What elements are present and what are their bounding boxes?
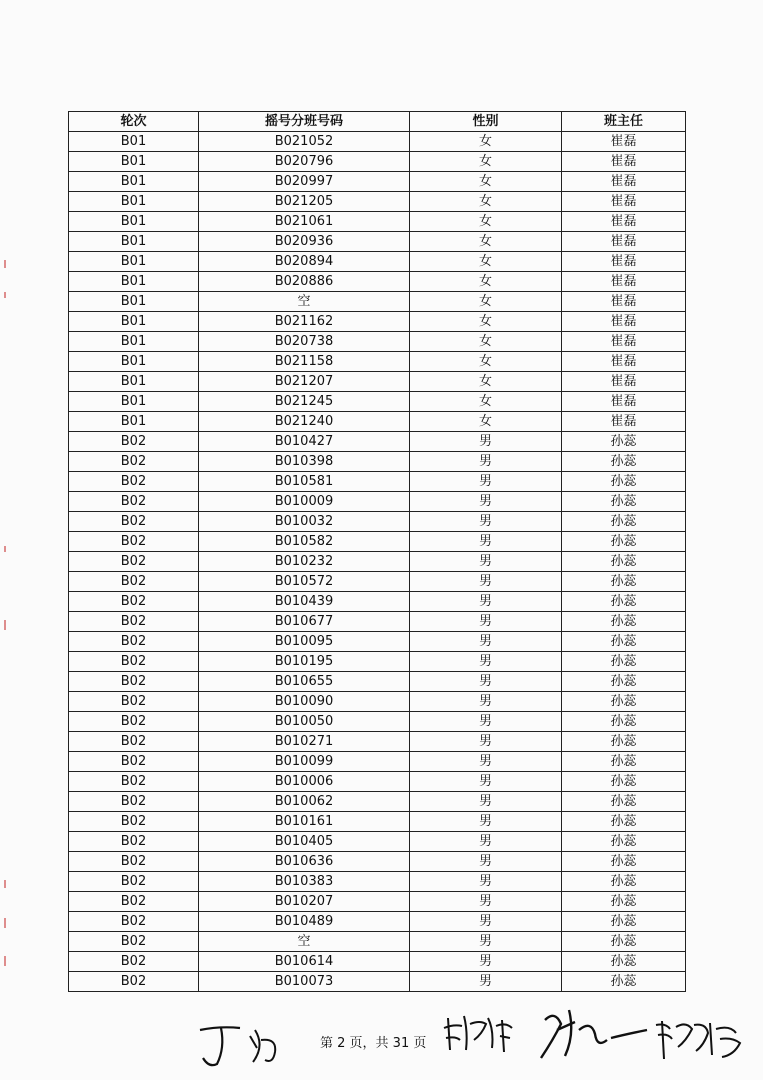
table-row bbox=[69, 412, 686, 432]
cell-gender: 男 bbox=[410, 432, 562, 452]
cell-round: B01 bbox=[69, 192, 199, 212]
table-row bbox=[69, 472, 686, 492]
cell-round: B01 bbox=[69, 232, 199, 252]
cell-gender: 男 bbox=[410, 752, 562, 772]
cell-class-teacher: 孙蕊 bbox=[562, 772, 686, 792]
margin-mark bbox=[4, 292, 6, 298]
cell-round: B02 bbox=[69, 732, 199, 752]
cell-gender: 男 bbox=[410, 532, 562, 552]
handwritten-signature-icon bbox=[535, 1000, 655, 1065]
cell-lottery-number: B021052 bbox=[199, 132, 410, 152]
cell-class-teacher: 崔磊 bbox=[562, 172, 686, 192]
cell-class-teacher: 孙蕊 bbox=[562, 452, 686, 472]
table-row bbox=[69, 652, 686, 672]
handwritten-signature-icon bbox=[440, 1010, 520, 1060]
cell-gender: 女 bbox=[410, 392, 562, 412]
table-row bbox=[69, 692, 686, 712]
cell-lottery-number: B021162 bbox=[199, 312, 410, 332]
cell-round: B01 bbox=[69, 132, 199, 152]
table-row bbox=[69, 872, 686, 892]
table-row bbox=[69, 592, 686, 612]
cell-lottery-number: B010677 bbox=[199, 612, 410, 632]
table-row bbox=[69, 172, 686, 192]
table-row bbox=[69, 572, 686, 592]
header-lottery-number: 摇号分班号码 bbox=[199, 112, 410, 132]
cell-round: B02 bbox=[69, 712, 199, 732]
cell-gender: 男 bbox=[410, 712, 562, 732]
table-row bbox=[69, 952, 686, 972]
cell-lottery-number: B010090 bbox=[199, 692, 410, 712]
table-row bbox=[69, 552, 686, 572]
cell-class-teacher: 崔磊 bbox=[562, 212, 686, 232]
cell-gender: 男 bbox=[410, 932, 562, 952]
cell-gender: 女 bbox=[410, 212, 562, 232]
cell-lottery-number: B010099 bbox=[199, 752, 410, 772]
cell-class-teacher: 孙蕊 bbox=[562, 752, 686, 772]
cell-lottery-number: B010073 bbox=[199, 972, 410, 992]
cell-round: B01 bbox=[69, 212, 199, 232]
table-row bbox=[69, 752, 686, 772]
cell-class-teacher: 孙蕊 bbox=[562, 832, 686, 852]
cell-class-teacher: 孙蕊 bbox=[562, 912, 686, 932]
cell-class-teacher: 崔磊 bbox=[562, 232, 686, 252]
cell-class-teacher: 孙蕊 bbox=[562, 572, 686, 592]
cell-gender: 男 bbox=[410, 912, 562, 932]
table-row bbox=[69, 972, 686, 992]
cell-gender: 男 bbox=[410, 512, 562, 532]
cell-lottery-number: B020796 bbox=[199, 152, 410, 172]
table-row bbox=[69, 732, 686, 752]
cell-gender: 女 bbox=[410, 372, 562, 392]
cell-class-teacher: 崔磊 bbox=[562, 332, 686, 352]
cell-round: B02 bbox=[69, 472, 199, 492]
cell-gender: 男 bbox=[410, 852, 562, 872]
page-number: 第 2 页，共 31 页 bbox=[320, 1036, 427, 1051]
cell-gender: 女 bbox=[410, 252, 562, 272]
cell-round: B01 bbox=[69, 292, 199, 312]
cell-round: B02 bbox=[69, 632, 199, 652]
table-row bbox=[69, 192, 686, 212]
cell-lottery-number: B021158 bbox=[199, 352, 410, 372]
cell-round: B02 bbox=[69, 892, 199, 912]
cell-gender: 男 bbox=[410, 952, 562, 972]
class-assignment-table bbox=[68, 111, 686, 992]
cell-class-teacher: 孙蕊 bbox=[562, 852, 686, 872]
cell-round: B02 bbox=[69, 532, 199, 552]
cell-gender: 男 bbox=[410, 592, 562, 612]
cell-round: B01 bbox=[69, 352, 199, 372]
cell-class-teacher: 崔磊 bbox=[562, 132, 686, 152]
cell-round: B01 bbox=[69, 272, 199, 292]
cell-round: B02 bbox=[69, 572, 199, 592]
cell-gender: 女 bbox=[410, 332, 562, 352]
cell-class-teacher: 孙蕊 bbox=[562, 552, 686, 572]
cell-lottery-number: B010271 bbox=[199, 732, 410, 752]
class-assignment-table-container bbox=[68, 111, 685, 992]
cell-class-teacher: 崔磊 bbox=[562, 312, 686, 332]
cell-round: B02 bbox=[69, 552, 199, 572]
cell-class-teacher: 崔磊 bbox=[562, 372, 686, 392]
cell-lottery-number: B010207 bbox=[199, 892, 410, 912]
table-body bbox=[69, 132, 686, 992]
table-row bbox=[69, 232, 686, 252]
cell-gender: 女 bbox=[410, 412, 562, 432]
cell-class-teacher: 孙蕊 bbox=[562, 972, 686, 992]
cell-lottery-number: B010195 bbox=[199, 652, 410, 672]
table-row bbox=[69, 932, 686, 952]
table-row bbox=[69, 512, 686, 532]
cell-lottery-number: B010095 bbox=[199, 632, 410, 652]
cell-gender: 女 bbox=[410, 312, 562, 332]
table-row bbox=[69, 452, 686, 472]
cell-gender: 男 bbox=[410, 652, 562, 672]
cell-class-teacher: 孙蕊 bbox=[562, 632, 686, 652]
cell-lottery-number: B010405 bbox=[199, 832, 410, 852]
cell-lottery-number: B010383 bbox=[199, 872, 410, 892]
cell-gender: 男 bbox=[410, 972, 562, 992]
cell-round: B02 bbox=[69, 972, 199, 992]
cell-gender: 男 bbox=[410, 772, 562, 792]
cell-class-teacher: 孙蕊 bbox=[562, 652, 686, 672]
table-header-row bbox=[69, 112, 686, 132]
cell-gender: 男 bbox=[410, 472, 562, 492]
cell-class-teacher: 崔磊 bbox=[562, 252, 686, 272]
cell-round: B02 bbox=[69, 652, 199, 672]
cell-round: B02 bbox=[69, 812, 199, 832]
table-row bbox=[69, 912, 686, 932]
cell-class-teacher: 孙蕊 bbox=[562, 952, 686, 972]
cell-gender: 男 bbox=[410, 632, 562, 652]
cell-class-teacher: 孙蕊 bbox=[562, 892, 686, 912]
cell-lottery-number: B010636 bbox=[199, 852, 410, 872]
table-row bbox=[69, 332, 686, 352]
cell-gender: 女 bbox=[410, 232, 562, 252]
cell-round: B02 bbox=[69, 852, 199, 872]
cell-round: B02 bbox=[69, 792, 199, 812]
table-row bbox=[69, 372, 686, 392]
cell-lottery-number: B010062 bbox=[199, 792, 410, 812]
cell-round: B01 bbox=[69, 252, 199, 272]
table-row bbox=[69, 492, 686, 512]
cell-lottery-number: B020894 bbox=[199, 252, 410, 272]
cell-gender: 男 bbox=[410, 812, 562, 832]
margin-mark bbox=[4, 918, 6, 928]
cell-class-teacher: 崔磊 bbox=[562, 392, 686, 412]
cell-lottery-number: B021205 bbox=[199, 192, 410, 212]
cell-gender: 女 bbox=[410, 292, 562, 312]
cell-gender: 男 bbox=[410, 612, 562, 632]
cell-round: B02 bbox=[69, 932, 199, 952]
cell-round: B02 bbox=[69, 832, 199, 852]
header-round: 轮次 bbox=[69, 112, 199, 132]
cell-class-teacher: 孙蕊 bbox=[562, 712, 686, 732]
cell-class-teacher: 孙蕊 bbox=[562, 432, 686, 452]
cell-lottery-number: B021207 bbox=[199, 372, 410, 392]
table-row bbox=[69, 812, 686, 832]
cell-gender: 男 bbox=[410, 792, 562, 812]
cell-class-teacher: 孙蕊 bbox=[562, 732, 686, 752]
cell-gender: 女 bbox=[410, 132, 562, 152]
cell-lottery-number: B021245 bbox=[199, 392, 410, 412]
cell-gender: 男 bbox=[410, 672, 562, 692]
cell-gender: 男 bbox=[410, 892, 562, 912]
cell-lottery-number: B010050 bbox=[199, 712, 410, 732]
cell-gender: 女 bbox=[410, 352, 562, 372]
cell-lottery-number: B010006 bbox=[199, 772, 410, 792]
cell-round: B01 bbox=[69, 332, 199, 352]
cell-lottery-number: B010582 bbox=[199, 532, 410, 552]
header-class-teacher: 班主任 bbox=[562, 112, 686, 132]
cell-class-teacher: 崔磊 bbox=[562, 192, 686, 212]
cell-class-teacher: 崔磊 bbox=[562, 352, 686, 372]
cell-round: B02 bbox=[69, 492, 199, 512]
cell-class-teacher: 孙蕊 bbox=[562, 672, 686, 692]
cell-class-teacher: 孙蕊 bbox=[562, 532, 686, 552]
cell-class-teacher: 孙蕊 bbox=[562, 592, 686, 612]
table-row bbox=[69, 392, 686, 412]
cell-round: B02 bbox=[69, 612, 199, 632]
table-row bbox=[69, 772, 686, 792]
cell-round: B02 bbox=[69, 672, 199, 692]
table-row bbox=[69, 612, 686, 632]
cell-round: B02 bbox=[69, 952, 199, 972]
table-row bbox=[69, 272, 686, 292]
cell-class-teacher: 孙蕊 bbox=[562, 512, 686, 532]
cell-gender: 男 bbox=[410, 452, 562, 472]
cell-class-teacher: 孙蕊 bbox=[562, 612, 686, 632]
cell-class-teacher: 崔磊 bbox=[562, 152, 686, 172]
cell-round: B02 bbox=[69, 592, 199, 612]
cell-gender: 男 bbox=[410, 732, 562, 752]
cell-gender: 女 bbox=[410, 152, 562, 172]
margin-mark bbox=[4, 620, 6, 630]
table-row bbox=[69, 712, 686, 732]
table-row bbox=[69, 292, 686, 312]
cell-class-teacher: 孙蕊 bbox=[562, 792, 686, 812]
cell-gender: 男 bbox=[410, 692, 562, 712]
cell-gender: 男 bbox=[410, 572, 562, 592]
table-row bbox=[69, 432, 686, 452]
table-row bbox=[69, 532, 686, 552]
table-row bbox=[69, 672, 686, 692]
cell-lottery-number: B010489 bbox=[199, 912, 410, 932]
cell-round: B02 bbox=[69, 752, 199, 772]
cell-lottery-number: 空 bbox=[199, 292, 410, 312]
cell-lottery-number: B010572 bbox=[199, 572, 410, 592]
table-row bbox=[69, 792, 686, 812]
cell-lottery-number: B010009 bbox=[199, 492, 410, 512]
table-row bbox=[69, 212, 686, 232]
table-row bbox=[69, 152, 686, 172]
cell-round: B01 bbox=[69, 312, 199, 332]
table-row bbox=[69, 632, 686, 652]
cell-round: B02 bbox=[69, 452, 199, 472]
cell-round: B02 bbox=[69, 432, 199, 452]
table-row bbox=[69, 312, 686, 332]
cell-lottery-number: B010398 bbox=[199, 452, 410, 472]
cell-round: B02 bbox=[69, 512, 199, 532]
cell-lottery-number: 空 bbox=[199, 932, 410, 952]
cell-round: B01 bbox=[69, 152, 199, 172]
table-row bbox=[69, 832, 686, 852]
cell-gender: 女 bbox=[410, 192, 562, 212]
table-row bbox=[69, 852, 686, 872]
cell-lottery-number: B010581 bbox=[199, 472, 410, 492]
margin-mark bbox=[4, 260, 6, 268]
cell-lottery-number: B020997 bbox=[199, 172, 410, 192]
cell-gender: 女 bbox=[410, 272, 562, 292]
cell-lottery-number: B020738 bbox=[199, 332, 410, 352]
cell-gender: 男 bbox=[410, 552, 562, 572]
cell-lottery-number: B020886 bbox=[199, 272, 410, 292]
cell-round: B02 bbox=[69, 692, 199, 712]
cell-round: B01 bbox=[69, 372, 199, 392]
table-row bbox=[69, 892, 686, 912]
cell-class-teacher: 孙蕊 bbox=[562, 692, 686, 712]
margin-mark bbox=[4, 880, 6, 888]
cell-lottery-number: B010439 bbox=[199, 592, 410, 612]
cell-lottery-number: B010427 bbox=[199, 432, 410, 452]
margin-mark bbox=[4, 546, 6, 552]
cell-class-teacher: 孙蕊 bbox=[562, 872, 686, 892]
cell-gender: 女 bbox=[410, 172, 562, 192]
cell-round: B02 bbox=[69, 872, 199, 892]
cell-lottery-number: B010232 bbox=[199, 552, 410, 572]
cell-lottery-number: B010655 bbox=[199, 672, 410, 692]
cell-class-teacher: 崔磊 bbox=[562, 412, 686, 432]
cell-gender: 男 bbox=[410, 492, 562, 512]
cell-lottery-number: B010032 bbox=[199, 512, 410, 532]
cell-class-teacher: 孙蕊 bbox=[562, 472, 686, 492]
handwritten-signature-icon bbox=[650, 1015, 755, 1065]
cell-gender: 男 bbox=[410, 872, 562, 892]
cell-lottery-number: B010161 bbox=[199, 812, 410, 832]
cell-round: B01 bbox=[69, 412, 199, 432]
cell-gender: 男 bbox=[410, 832, 562, 852]
cell-class-teacher: 孙蕊 bbox=[562, 812, 686, 832]
cell-class-teacher: 崔磊 bbox=[562, 292, 686, 312]
cell-lottery-number: B021240 bbox=[199, 412, 410, 432]
cell-round: B01 bbox=[69, 392, 199, 412]
cell-lottery-number: B010614 bbox=[199, 952, 410, 972]
cell-lottery-number: B021061 bbox=[199, 212, 410, 232]
margin-mark bbox=[4, 956, 6, 966]
table-row bbox=[69, 132, 686, 152]
table-row bbox=[69, 352, 686, 372]
cell-class-teacher: 崔磊 bbox=[562, 272, 686, 292]
cell-round: B02 bbox=[69, 912, 199, 932]
cell-class-teacher: 孙蕊 bbox=[562, 492, 686, 512]
cell-class-teacher: 孙蕊 bbox=[562, 932, 686, 952]
header-gender: 性别 bbox=[410, 112, 562, 132]
cell-round: B01 bbox=[69, 172, 199, 192]
table-row bbox=[69, 252, 686, 272]
cell-round: B02 bbox=[69, 772, 199, 792]
cell-lottery-number: B020936 bbox=[199, 232, 410, 252]
handwritten-signature-icon bbox=[195, 1018, 295, 1070]
